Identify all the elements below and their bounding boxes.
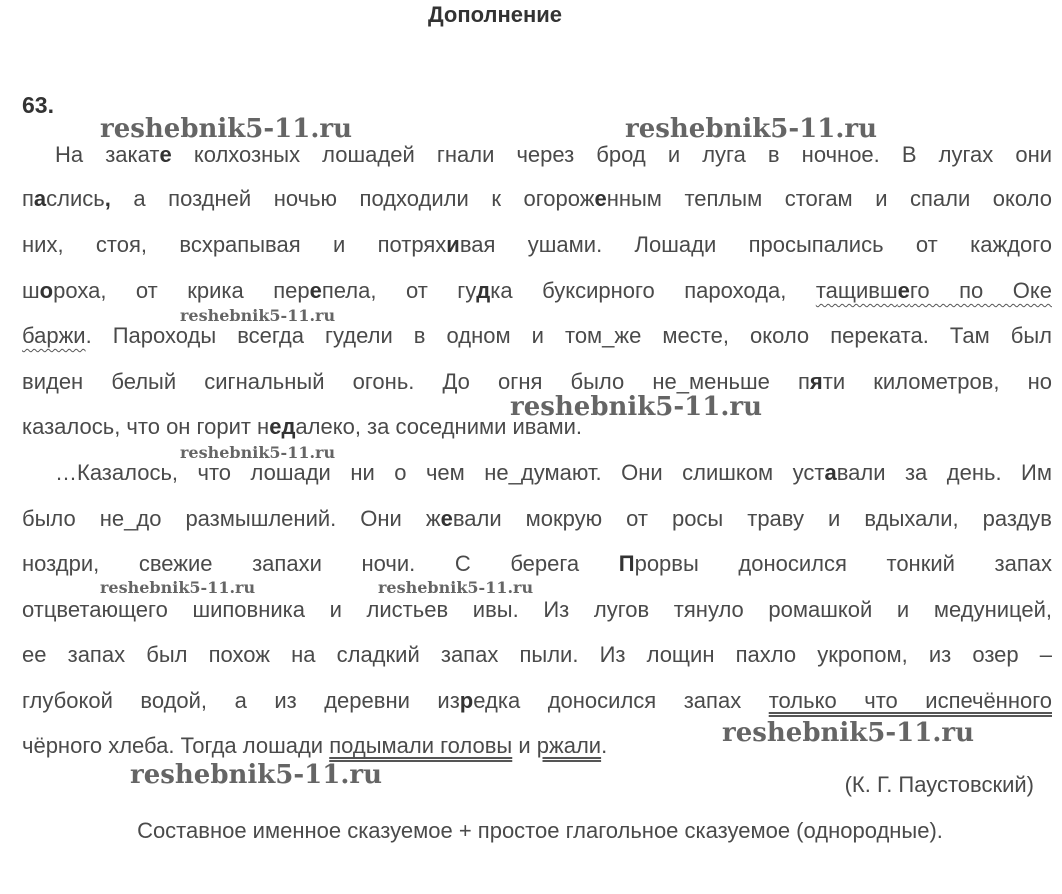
text-line-8: …Казалось, что лошади ни о чем не_думают. Они слишком уставали за день. Им bbox=[55, 460, 1052, 485]
watermark: reshebnik5-11.ru bbox=[180, 306, 336, 325]
participle-phrase-end: баржи bbox=[22, 323, 86, 348]
predicate-underline: подымали головы bbox=[329, 733, 513, 758]
watermark: reshebnik5-11.ru bbox=[722, 718, 975, 748]
text-line-10: ноздри, свежие запахи ночи. С берега Прорвы доносился тонкий запах bbox=[22, 551, 1052, 576]
watermark: reshebnik5-11.ru bbox=[510, 392, 763, 422]
predicate-underline: ржали bbox=[536, 733, 602, 758]
text-line-7: казалось, что он горит недалеко, за соседними ивами. bbox=[22, 414, 583, 439]
text-line-9: было не_до размышлений. Они жевали мокрую от росы траву и вдыхали, раздув bbox=[22, 506, 1052, 531]
text-line-14: чёрного хлеба. Тогда лошади подымали головы и ржали. bbox=[22, 733, 608, 758]
text-line-3: них, стоя, всхрапывая и потряхивая ушами. Лошади просыпались от каждого bbox=[22, 232, 1053, 257]
text-line-1: На закате колхозных лошадей гнали через брод и луга в ночное. В лугах они bbox=[55, 142, 1053, 167]
text-line-2: паслись, а поздней ночью подходили к огороженным теплым стогам и спали около bbox=[22, 186, 1052, 211]
watermark: reshebnik5-11.ru bbox=[100, 114, 353, 144]
watermark: reshebnik5-11.ru bbox=[378, 578, 534, 597]
author-attribution: (К. Г. Паустовский) bbox=[844, 772, 1034, 797]
watermark: reshebnik5-11.ru bbox=[180, 443, 336, 462]
exercise-number: 63. bbox=[22, 92, 54, 118]
text-line-11: отцветающего шиповника и листьев ивы. Из лугов тянуло ромашкой и медуницей, bbox=[22, 597, 1052, 622]
text-line-6: виден белый сигнальный огонь. До огня было не_меньше пяти километров, но bbox=[22, 369, 1053, 394]
participle-phrase: тащившего по Оке bbox=[815, 278, 1052, 303]
page-title: Дополнение bbox=[427, 2, 563, 27]
watermark: reshebnik5-11.ru bbox=[130, 760, 383, 790]
watermark: reshebnik5-11.ru bbox=[625, 114, 878, 144]
text-line-12: ее запах был похож на сладкий запах пыли. Из лощин пахло укропом, из озер – bbox=[22, 642, 1052, 667]
watermark: reshebnik5-11.ru bbox=[100, 578, 256, 597]
text-line-13: глубокой водой, а из деревни изредка доносился запах только что испечённого bbox=[22, 688, 1052, 713]
predicate-underline: только что испечённого bbox=[768, 688, 1052, 713]
text-line-5: баржи. Пароходы всегда гудели в одном и том_же месте, около переката. Там был bbox=[22, 323, 1052, 348]
grammar-note: Составное именное сказуемое + простое глагольное сказуемое (однородные). bbox=[137, 818, 943, 843]
text-line-4: шороха, от крика перепела, от гудка буксирного парохода, тащившего по Оке bbox=[22, 278, 1052, 303]
